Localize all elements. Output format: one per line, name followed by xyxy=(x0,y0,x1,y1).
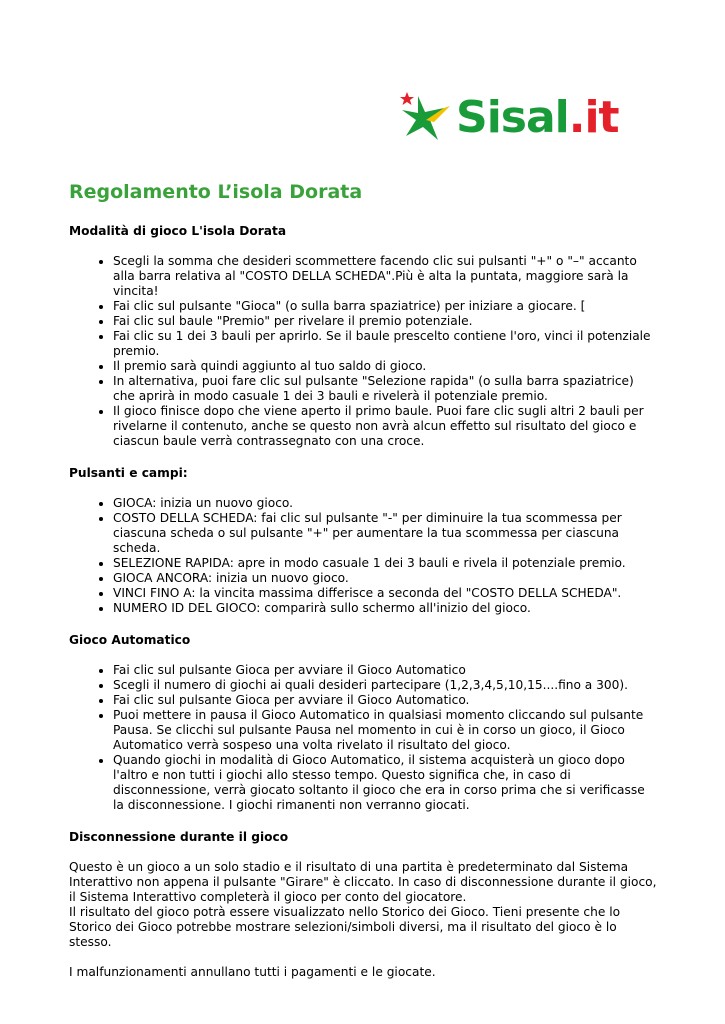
list-item: • Fai clic sul pulsante Gioca per avviare il Gioco Automatico xyxy=(113,663,659,678)
list-item: • Fai clic sul pulsante "Gioca" (o sulla barra spaziatrice) per iniziare a giocare. [ xyxy=(113,299,659,314)
list-item: • SELEZIONE RAPIDA: apre in modo casuale 1 dei 3 bauli e rivela il potenziale premio. xyxy=(113,556,659,571)
star-logo-icon xyxy=(398,86,456,150)
bullet-list xyxy=(69,496,659,616)
list-item: • GIOCA ANCORA: inizia un nuovo gioco. xyxy=(113,571,659,586)
section-heading: Pulsanti e campi: xyxy=(69,466,188,480)
sisal-logo xyxy=(398,86,634,150)
list-item: • Il gioco finisce dopo che viene aperto il primo baule. Puoi fare clic sugli altri 2 bauli per rivelarne il contenuto, anche se questo non avrà alcun effetto sul risultato del gioco e ciascun baule verrà contrassegnato con una croce. xyxy=(113,404,659,449)
list-item: • Fai clic sul pulsante Gioca per avviare il Gioco Automatico. xyxy=(113,693,659,708)
list-item: • Fai clic sul baule "Premio" per rivelare il premio potenziale. xyxy=(113,314,659,329)
list-item: • Quando giochi in modalità di Gioco Automatico, il sistema acquisterà un gioco dopo l'altro e non tutti i giochi allo stesso tempo. Questo significa che, in caso di disconnessione, verrà giocato soltanto il gioco che era in corso prima che si verificasse la disconnessione. I giochi rimanenti non verranno giocati. xyxy=(113,753,659,813)
paragraph: Questo è un gioco a un solo stadio e il risultato di una partita è predeterminato dal Sistema Interattivo non appena il pulsante "Girare" è cliccato. In caso di disconnessione durante il gioco, il Sistema Interattivo completerà il gioco per conto del giocatore. xyxy=(69,860,657,904)
list-item: • Fai clic su 1 dei 3 bauli per aprirlo. Se il baule prescelto contiene l'oro, vinci il potenziale premio. xyxy=(113,329,659,359)
paragraph: Il risultato del gioco potrà essere visualizzato nello Storico dei Gioco. Tieni presente che lo Storico dei Gioco potrebbe mostrare selezioni/simboli diversi, ma il risultato del gioco è lo stesso. xyxy=(69,905,621,949)
list-item: • COSTO DELLA SCHEDA: fai clic sul pulsante "-" per diminuire la tua scommessa per ciascuna scheda o sul pulsante "+" per aumentare la tua scommessa per ciascuna scheda. xyxy=(113,511,659,556)
list-item: • VINCI FINO A: la vincita massima differisce a seconda del "COSTO DELLA SCHEDA". xyxy=(113,586,659,601)
section-heading: Modalità di gioco L'isola Dorata xyxy=(69,224,287,238)
rules-content xyxy=(69,180,659,995)
section-heading: Disconnessione durante il gioco xyxy=(69,830,289,844)
list-item: • NUMERO ID DEL GIOCO: comparirà sullo schermo all'inizio del gioco. xyxy=(113,601,659,616)
logo-brand: Sisal xyxy=(456,92,569,143)
list-item: • GIOCA: inizia un nuovo gioco. xyxy=(113,496,659,511)
list-item: • Puoi mettere in pausa il Gioco Automatico in qualsiasi momento cliccando sul pulsante Pausa. Se clicchi sul pulsante Pausa nel momento in cui è in corso un gioco, il Gioco Automatico verrà sospeso una volta rivelato il risultato del gioco. xyxy=(113,708,659,753)
section-heading: Gioco Automatico xyxy=(69,633,191,647)
paragraph: I malfunzionamenti annullano tutti i pagamenti e le giocate. xyxy=(69,965,436,979)
bullet-list xyxy=(69,663,659,813)
list-item: • Il premio sarà quindi aggiunto al tuo saldo di gioco. xyxy=(113,359,659,374)
logo-tld: .it xyxy=(568,92,619,143)
page-title: Regolamento L’isola Dorata xyxy=(69,181,363,203)
list-item: • Scegli la somma che desideri scommettere facendo clic sui pulsanti "+" o "–" accanto alla barra relativa al "COSTO DELLA SCHEDA".Più è alta la puntata, maggiore sarà la vincita! xyxy=(113,254,659,299)
logo-wordmark xyxy=(456,86,619,150)
list-item: • Scegli il numero di giochi ai quali desideri partecipare (1,2,3,4,5,10,15....fino a 300). xyxy=(113,678,659,693)
bullet-list xyxy=(69,254,659,449)
list-item: • In alternativa, puoi fare clic sul pulsante "Selezione rapida" (o sulla barra spaziatrice) che aprirà in modo casuale 1 dei 3 bauli e rivelerà il potenziale premio. xyxy=(113,374,659,404)
